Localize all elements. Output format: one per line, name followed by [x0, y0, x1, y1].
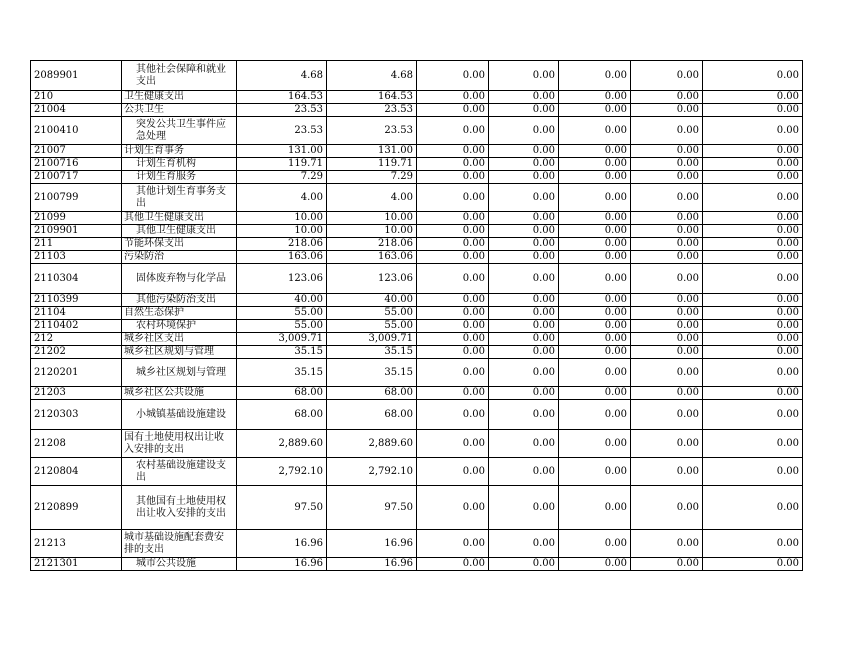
cell-value: 0.00: [489, 91, 559, 104]
cell-value: 0.00: [489, 61, 559, 91]
cell-value: 3,009.71: [237, 333, 327, 346]
cell-value: 7.29: [327, 171, 417, 184]
cell-value: 0.00: [631, 212, 703, 225]
cell-name: 其他污染防治支出: [122, 294, 237, 307]
table-row: [31, 346, 803, 359]
cell-value: 2,792.10: [237, 458, 327, 486]
cell-value: 0.00: [417, 264, 489, 294]
cell-value: 0.00: [703, 212, 803, 225]
cell-value: 0.00: [417, 558, 489, 571]
cell-value: 0.00: [703, 91, 803, 104]
cell-name: 节能环保支出: [122, 238, 237, 251]
cell-value: 119.71: [237, 158, 327, 171]
cell-value: 0.00: [559, 264, 631, 294]
cell-value: 0.00: [489, 359, 559, 387]
cell-value: 0.00: [489, 212, 559, 225]
cell-value: 0.00: [559, 430, 631, 458]
cell-value: 68.00: [237, 387, 327, 400]
table-row: [31, 251, 803, 264]
cell-value: 55.00: [237, 320, 327, 333]
cell-value: 0.00: [631, 359, 703, 387]
cell-value: 0.00: [631, 117, 703, 145]
cell-value: 0.00: [559, 486, 631, 530]
cell-value: 0.00: [417, 458, 489, 486]
cell-value: 0.00: [417, 238, 489, 251]
cell-name: 国有土地使用权出让收入安排的支出: [122, 430, 237, 458]
cell-value: 23.53: [327, 117, 417, 145]
cell-value: 0.00: [489, 346, 559, 359]
cell-name: 城乡社区规划与管理: [122, 346, 237, 359]
cell-value: 55.00: [237, 307, 327, 320]
cell-value: 68.00: [327, 400, 417, 430]
cell-value: 0.00: [631, 251, 703, 264]
table-row: [31, 294, 803, 307]
cell-value: 0.00: [703, 225, 803, 238]
table-row: [31, 333, 803, 346]
table-row: [31, 238, 803, 251]
cell-value: 3,009.71: [327, 333, 417, 346]
table-row: [31, 359, 803, 387]
cell-value: 0.00: [417, 346, 489, 359]
cell-value: 0.00: [417, 251, 489, 264]
table-row: [31, 104, 803, 117]
cell-value: 0.00: [703, 320, 803, 333]
cell-value: 0.00: [631, 158, 703, 171]
cell-value: 0.00: [417, 145, 489, 158]
cell-code: 21213: [31, 530, 122, 558]
cell-value: 0.00: [703, 387, 803, 400]
cell-value: 0.00: [417, 104, 489, 117]
cell-value: 0.00: [417, 91, 489, 104]
cell-name: 城市基础设施配套费安排的支出: [122, 530, 237, 558]
cell-code: 2120201: [31, 359, 122, 387]
cell-value: 10.00: [237, 212, 327, 225]
cell-value: 35.15: [327, 359, 417, 387]
cell-code: 21203: [31, 387, 122, 400]
cell-code: 21007: [31, 145, 122, 158]
cell-value: 0.00: [631, 486, 703, 530]
table-row: [31, 530, 803, 558]
cell-value: 0.00: [417, 320, 489, 333]
cell-value: 0.00: [559, 104, 631, 117]
cell-value: 0.00: [631, 346, 703, 359]
cell-value: 0.00: [489, 387, 559, 400]
cell-value: 0.00: [417, 184, 489, 212]
cell-value: 0.00: [631, 145, 703, 158]
budget-table: [30, 60, 803, 571]
cell-code: 2110399: [31, 294, 122, 307]
cell-value: 0.00: [703, 264, 803, 294]
cell-value: 0.00: [559, 333, 631, 346]
cell-value: 16.96: [237, 558, 327, 571]
cell-value: 0.00: [417, 387, 489, 400]
cell-value: 164.53: [237, 91, 327, 104]
cell-value: 0.00: [631, 530, 703, 558]
cell-value: 0.00: [703, 251, 803, 264]
cell-value: 0.00: [559, 91, 631, 104]
cell-value: 0.00: [417, 430, 489, 458]
table-row: [31, 117, 803, 145]
cell-value: 0.00: [489, 294, 559, 307]
cell-name: 农村基础设施建设支出: [122, 458, 237, 486]
table-row: [31, 145, 803, 158]
cell-value: 2,792.10: [327, 458, 417, 486]
cell-name: 卫生健康支出: [122, 91, 237, 104]
cell-value: 0.00: [489, 145, 559, 158]
cell-value: 0.00: [631, 171, 703, 184]
cell-value: 0.00: [489, 238, 559, 251]
cell-value: 0.00: [559, 400, 631, 430]
cell-name: 计划生育机构: [122, 158, 237, 171]
cell-value: 35.15: [237, 346, 327, 359]
cell-code: 2100716: [31, 158, 122, 171]
cell-name: 自然生态保护: [122, 307, 237, 320]
cell-value: 16.96: [237, 530, 327, 558]
cell-value: 0.00: [559, 307, 631, 320]
cell-value: 0.00: [489, 104, 559, 117]
cell-value: 0.00: [417, 117, 489, 145]
cell-value: 218.06: [327, 238, 417, 251]
cell-value: 0.00: [489, 251, 559, 264]
table-body: [31, 61, 803, 571]
cell-value: 0.00: [489, 184, 559, 212]
cell-code: 21103: [31, 251, 122, 264]
cell-code: 2100410: [31, 117, 122, 145]
cell-value: 0.00: [703, 430, 803, 458]
table-row: [31, 486, 803, 530]
table-row: [31, 184, 803, 212]
cell-value: 0.00: [631, 91, 703, 104]
cell-name: 城乡社区公共设施: [122, 387, 237, 400]
cell-value: 0.00: [703, 333, 803, 346]
cell-value: 0.00: [703, 486, 803, 530]
cell-code: 2110402: [31, 320, 122, 333]
cell-value: 0.00: [417, 212, 489, 225]
cell-value: 0.00: [559, 346, 631, 359]
cell-name: 计划生育事务: [122, 145, 237, 158]
cell-value: 163.06: [327, 251, 417, 264]
cell-code: 21004: [31, 104, 122, 117]
cell-value: 123.06: [327, 264, 417, 294]
cell-name: 其他国有土地使用权出让收入安排的支出: [122, 486, 237, 530]
cell-name: 城乡社区规划与管理: [122, 359, 237, 387]
cell-value: 0.00: [417, 294, 489, 307]
cell-value: 0.00: [489, 307, 559, 320]
cell-value: 0.00: [631, 307, 703, 320]
table-row: [31, 387, 803, 400]
cell-value: 0.00: [703, 294, 803, 307]
cell-name: 其他社会保障和就业支出: [122, 61, 237, 91]
cell-value: 0.00: [631, 104, 703, 117]
cell-name: 突发公共卫生事件应急处理: [122, 117, 237, 145]
cell-code: 21104: [31, 307, 122, 320]
cell-value: 16.96: [327, 558, 417, 571]
cell-value: 0.00: [631, 264, 703, 294]
table-row: [31, 307, 803, 320]
cell-value: 10.00: [327, 225, 417, 238]
cell-value: 218.06: [237, 238, 327, 251]
table-row: [31, 212, 803, 225]
cell-name: 计划生育服务: [122, 171, 237, 184]
cell-value: 10.00: [237, 225, 327, 238]
cell-value: 0.00: [559, 212, 631, 225]
cell-value: 0.00: [559, 558, 631, 571]
table-row: [31, 430, 803, 458]
cell-value: 0.00: [631, 333, 703, 346]
cell-value: 0.00: [703, 400, 803, 430]
cell-value: 0.00: [417, 158, 489, 171]
cell-value: 2,889.60: [237, 430, 327, 458]
cell-name: 城市公共设施: [122, 558, 237, 571]
cell-value: 0.00: [631, 61, 703, 91]
cell-value: 0.00: [489, 486, 559, 530]
cell-value: 0.00: [489, 320, 559, 333]
cell-code: 2120899: [31, 486, 122, 530]
cell-value: 0.00: [703, 238, 803, 251]
cell-value: 0.00: [703, 307, 803, 320]
cell-value: 0.00: [559, 320, 631, 333]
cell-value: 0.00: [631, 387, 703, 400]
cell-value: 0.00: [489, 158, 559, 171]
cell-value: 0.00: [703, 145, 803, 158]
cell-value: 0.00: [559, 238, 631, 251]
cell-value: 0.00: [559, 171, 631, 184]
cell-value: 55.00: [327, 320, 417, 333]
cell-code: 211: [31, 238, 122, 251]
cell-value: 0.00: [703, 359, 803, 387]
table-row: [31, 91, 803, 104]
cell-value: 0.00: [417, 61, 489, 91]
cell-value: 0.00: [417, 171, 489, 184]
cell-value: 0.00: [631, 225, 703, 238]
cell-value: 16.96: [327, 530, 417, 558]
cell-name: 固体废弃物与化学品: [122, 264, 237, 294]
cell-code: 2100717: [31, 171, 122, 184]
cell-value: 0.00: [489, 430, 559, 458]
cell-value: 0.00: [631, 294, 703, 307]
cell-value: 0.00: [559, 145, 631, 158]
cell-value: 0.00: [559, 530, 631, 558]
cell-value: 0.00: [417, 359, 489, 387]
cell-value: 0.00: [489, 333, 559, 346]
cell-value: 0.00: [703, 346, 803, 359]
table-row: [31, 158, 803, 171]
cell-value: 23.53: [237, 117, 327, 145]
cell-value: 131.00: [237, 145, 327, 158]
cell-name: 其他计划生育事务支出: [122, 184, 237, 212]
cell-value: 0.00: [631, 320, 703, 333]
cell-name: 农村环境保护: [122, 320, 237, 333]
cell-value: 4.00: [237, 184, 327, 212]
cell-value: 0.00: [703, 117, 803, 145]
cell-value: 0.00: [489, 171, 559, 184]
cell-code: 212: [31, 333, 122, 346]
cell-value: 0.00: [703, 184, 803, 212]
cell-name: 污染防治: [122, 251, 237, 264]
cell-code: 21208: [31, 430, 122, 458]
cell-value: 23.53: [327, 104, 417, 117]
cell-value: 40.00: [327, 294, 417, 307]
cell-value: 0.00: [417, 530, 489, 558]
cell-value: 0.00: [559, 458, 631, 486]
cell-value: 4.68: [237, 61, 327, 91]
cell-value: 0.00: [703, 104, 803, 117]
cell-value: 0.00: [559, 184, 631, 212]
cell-value: 35.15: [237, 359, 327, 387]
cell-value: 0.00: [703, 61, 803, 91]
cell-value: 0.00: [417, 486, 489, 530]
cell-code: 21202: [31, 346, 122, 359]
cell-name: 其他卫生健康支出: [122, 225, 237, 238]
cell-code: 2109901: [31, 225, 122, 238]
cell-value: 0.00: [559, 158, 631, 171]
cell-value: 0.00: [703, 530, 803, 558]
cell-value: 164.53: [327, 91, 417, 104]
cell-code: 21099: [31, 212, 122, 225]
cell-value: 0.00: [559, 117, 631, 145]
cell-value: 0.00: [631, 400, 703, 430]
cell-value: 0.00: [417, 225, 489, 238]
cell-value: 0.00: [631, 430, 703, 458]
table-row: [31, 61, 803, 91]
cell-value: 0.00: [489, 530, 559, 558]
cell-value: 7.29: [237, 171, 327, 184]
cell-value: 2,889.60: [327, 430, 417, 458]
cell-value: 123.06: [237, 264, 327, 294]
cell-value: 0.00: [559, 387, 631, 400]
cell-value: 55.00: [327, 307, 417, 320]
cell-code: 210: [31, 91, 122, 104]
cell-value: 0.00: [703, 171, 803, 184]
cell-value: 0.00: [417, 307, 489, 320]
cell-value: 163.06: [237, 251, 327, 264]
cell-value: 35.15: [327, 346, 417, 359]
cell-code: 2089901: [31, 61, 122, 91]
cell-value: 40.00: [237, 294, 327, 307]
table-row: [31, 320, 803, 333]
cell-value: 0.00: [703, 158, 803, 171]
cell-value: 0.00: [489, 558, 559, 571]
table-row: [31, 225, 803, 238]
cell-value: 0.00: [631, 558, 703, 571]
cell-value: 0.00: [489, 225, 559, 238]
cell-value: 0.00: [559, 61, 631, 91]
cell-value: 68.00: [237, 400, 327, 430]
cell-value: 0.00: [489, 458, 559, 486]
cell-value: 0.00: [489, 400, 559, 430]
cell-value: 0.00: [417, 333, 489, 346]
table-row: [31, 400, 803, 430]
cell-name: 公共卫生: [122, 104, 237, 117]
cell-value: 0.00: [703, 558, 803, 571]
cell-code: 2120804: [31, 458, 122, 486]
cell-code: 2100799: [31, 184, 122, 212]
cell-value: 0.00: [489, 264, 559, 294]
cell-value: 97.50: [237, 486, 327, 530]
cell-value: 10.00: [327, 212, 417, 225]
cell-value: 0.00: [631, 238, 703, 251]
cell-value: 68.00: [327, 387, 417, 400]
cell-value: 0.00: [631, 184, 703, 212]
table-row: [31, 171, 803, 184]
cell-name: 城乡社区支出: [122, 333, 237, 346]
cell-value: 131.00: [327, 145, 417, 158]
cell-code: 2110304: [31, 264, 122, 294]
cell-value: 23.53: [237, 104, 327, 117]
cell-name: 小城镇基础设施建设: [122, 400, 237, 430]
cell-value: 0.00: [417, 400, 489, 430]
cell-value: 4.00: [327, 184, 417, 212]
cell-value: 0.00: [489, 117, 559, 145]
table-row: [31, 558, 803, 571]
cell-value: 0.00: [631, 458, 703, 486]
table-row: [31, 264, 803, 294]
cell-value: 4.68: [327, 61, 417, 91]
cell-value: 97.50: [327, 486, 417, 530]
cell-code: 2120303: [31, 400, 122, 430]
table-row: [31, 458, 803, 486]
cell-value: 0.00: [559, 294, 631, 307]
cell-value: 0.00: [559, 225, 631, 238]
cell-value: 0.00: [559, 251, 631, 264]
cell-value: 0.00: [559, 359, 631, 387]
cell-code: 2121301: [31, 558, 122, 571]
cell-name: 其他卫生健康支出: [122, 212, 237, 225]
cell-value: 0.00: [703, 458, 803, 486]
cell-value: 119.71: [327, 158, 417, 171]
